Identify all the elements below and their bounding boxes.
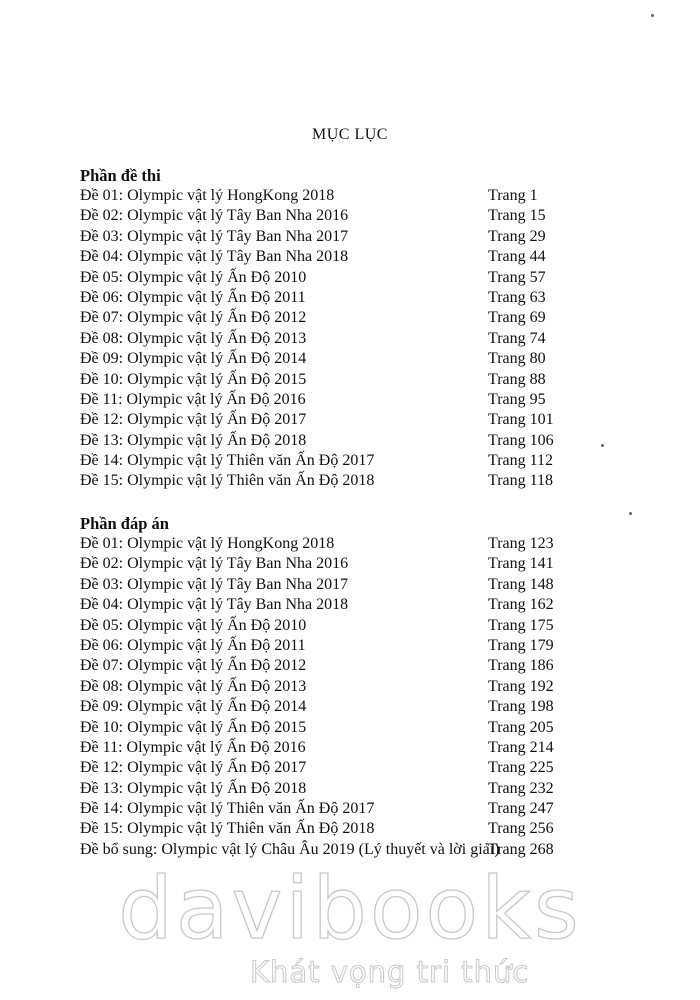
toc-entry-page: Trang 232 bbox=[488, 779, 554, 797]
toc-entry-page: Trang 63 bbox=[488, 288, 546, 306]
toc-entry-title: Đề 04: Olympic vật lý Tây Ban Nha 2018 bbox=[80, 596, 349, 614]
toc-entry-title: Đề 02: Olympic vật lý Tây Ban Nha 2016 bbox=[80, 207, 349, 225]
watermark-tagline: Khát vọng tri thức bbox=[250, 955, 530, 989]
toc-entry-page: Trang 179 bbox=[488, 636, 554, 654]
toc-entry bbox=[80, 349, 600, 369]
toc-entry-page: Trang 205 bbox=[488, 718, 554, 736]
toc-entry bbox=[80, 471, 600, 491]
toc-entry-title: Đề 05: Olympic vật lý Ấn Độ 2010 bbox=[80, 268, 307, 286]
toc-entry-page: Trang 123 bbox=[488, 535, 554, 552]
toc-entry bbox=[80, 534, 600, 554]
toc-entry bbox=[80, 595, 600, 615]
toc-entry-page: Trang 162 bbox=[488, 596, 554, 614]
toc-entry bbox=[80, 575, 600, 595]
toc-entry bbox=[80, 410, 600, 430]
toc-entry-page: Trang 101 bbox=[488, 411, 554, 429]
toc-entry bbox=[80, 186, 600, 206]
toc-entry bbox=[80, 616, 600, 636]
toc-entry bbox=[80, 390, 600, 410]
section-questions bbox=[80, 166, 600, 492]
toc-entry bbox=[80, 329, 600, 349]
toc-entry-page: Trang 175 bbox=[488, 616, 554, 634]
toc-entry-page: Trang 57 bbox=[488, 268, 546, 286]
toc-entry-page: Trang 118 bbox=[488, 472, 554, 490]
toc-entry-page: Trang 186 bbox=[488, 657, 554, 675]
toc-entry bbox=[80, 227, 600, 247]
toc-entry-page: Trang 192 bbox=[488, 677, 554, 695]
toc-entry-title: Đề 06: Olympic vật lý Ấn Độ 2011 bbox=[80, 288, 306, 306]
toc-entry bbox=[80, 370, 600, 390]
toc-entry-title: Đề 11: Olympic vật lý Ấn Độ 2016 bbox=[80, 390, 306, 408]
toc-entry-title: Đề 07: Olympic vật lý Ấn Độ 2012 bbox=[80, 657, 307, 675]
toc-entry-title: Đề 15: Olympic vật lý Thiên văn Ấn Độ 2018 bbox=[80, 472, 375, 490]
toc-entry-page: Trang 80 bbox=[488, 350, 546, 368]
toc-entry-page: Trang 44 bbox=[488, 248, 546, 266]
toc-entry-page: Trang 214 bbox=[488, 738, 554, 756]
toc-entry-title: Đề 01: Olympic vật lý HongKong 2018 bbox=[80, 535, 335, 552]
section-answers bbox=[80, 514, 600, 860]
toc-entry bbox=[80, 268, 600, 288]
toc-entry-title: Đề 03: Olympic vật lý Tây Ban Nha 2017 bbox=[80, 575, 349, 593]
toc-entry-page: Trang 256 bbox=[488, 820, 554, 838]
toc-entry-title: Đề 03: Olympic vật lý Tây Ban Nha 2017 bbox=[80, 227, 349, 245]
toc-entry bbox=[80, 718, 600, 738]
toc-entry-title: Đề 06: Olympic vật lý Ấn Độ 2011 bbox=[80, 636, 306, 654]
scan-speck bbox=[601, 444, 604, 447]
toc-entry-page: Trang 69 bbox=[488, 309, 546, 327]
toc-entry-page: Trang 15 bbox=[488, 207, 546, 225]
entry-list bbox=[80, 534, 600, 860]
toc-entry bbox=[80, 779, 600, 799]
toc-entry bbox=[80, 819, 600, 839]
toc-entry-title: Đề 14: Olympic vật lý Thiên văn Ấn Độ 2017 bbox=[80, 800, 375, 818]
section-heading: Phần đáp án bbox=[80, 514, 169, 533]
page-title: MỤC LỤC bbox=[312, 126, 388, 143]
toc-entry-title: Đề 12: Olympic vật lý Ấn Độ 2017 bbox=[80, 759, 307, 777]
toc-entry-title: Đề 14: Olympic vật lý Thiên văn Ấn Độ 2017 bbox=[80, 452, 375, 470]
toc-entry-page: Trang 148 bbox=[488, 575, 554, 593]
toc-entry-title: Đề 05: Olympic vật lý Ấn Độ 2010 bbox=[80, 616, 307, 634]
toc-entry-page: Trang 95 bbox=[488, 390, 546, 408]
scan-speck bbox=[629, 512, 632, 515]
toc-entry bbox=[80, 799, 600, 819]
toc-entry bbox=[80, 308, 600, 328]
toc-entry-title: Đề 13: Olympic vật lý Ấn Độ 2018 bbox=[80, 779, 307, 797]
toc-entry-title: Đề 08: Olympic vật lý Ấn Độ 2013 bbox=[80, 329, 307, 347]
toc-entry-page: Trang 141 bbox=[488, 555, 554, 573]
toc-entry bbox=[80, 247, 600, 267]
toc-entry bbox=[80, 738, 600, 758]
toc-entry-page: Trang 1 bbox=[488, 187, 538, 204]
toc-entry-page: Trang 29 bbox=[488, 227, 546, 245]
toc-entry bbox=[80, 206, 600, 226]
toc-entry-title: Đề 01: Olympic vật lý HongKong 2018 bbox=[80, 187, 335, 204]
toc-entry-title: Đề 09: Olympic vật lý Ấn Độ 2014 bbox=[80, 698, 307, 716]
toc-entry bbox=[80, 288, 600, 308]
toc-entry-title: Đề 10: Olympic vật lý Ấn Độ 2015 bbox=[80, 370, 307, 388]
entry-list bbox=[80, 186, 600, 492]
toc-entry-page: Trang 106 bbox=[488, 431, 554, 449]
toc-entry bbox=[80, 431, 600, 451]
toc-entry bbox=[80, 697, 600, 717]
toc-entry-title: Đề 10: Olympic vật lý Ấn Độ 2015 bbox=[80, 718, 307, 736]
toc-entry-title: Đề 13: Olympic vật lý Ấn Độ 2018 bbox=[80, 431, 307, 449]
toc-entry bbox=[80, 451, 600, 471]
toc-entry bbox=[80, 554, 600, 574]
toc-entry-title: Đề 02: Olympic vật lý Tây Ban Nha 2016 bbox=[80, 555, 349, 573]
toc-entry bbox=[80, 758, 600, 778]
toc-entry-title: Đề 07: Olympic vật lý Ấn Độ 2012 bbox=[80, 309, 307, 327]
toc-entry bbox=[80, 677, 600, 697]
watermark-logo: davibooks bbox=[118, 859, 582, 959]
toc-entry-page: Trang 225 bbox=[488, 759, 554, 777]
section-heading: Phần đề thi bbox=[80, 166, 161, 185]
toc-entry-title: Đề 12: Olympic vật lý Ấn Độ 2017 bbox=[80, 411, 307, 429]
toc-entry-title: Đề bổ sung: Olympic vật lý Châu Âu 2019 (Lý thuyết và lời giải) bbox=[80, 840, 500, 858]
toc-entry bbox=[80, 656, 600, 676]
toc-entry bbox=[80, 636, 600, 656]
toc-entry-title: Đề 11: Olympic vật lý Ấn Độ 2016 bbox=[80, 738, 306, 756]
toc-entry bbox=[80, 840, 600, 860]
toc-entry-title: Đề 04: Olympic vật lý Tây Ban Nha 2018 bbox=[80, 248, 349, 266]
toc-entry-page: Trang 198 bbox=[488, 698, 554, 716]
toc-entry-page: Trang 247 bbox=[488, 800, 554, 818]
toc-entry-page: Trang 268 bbox=[488, 840, 554, 858]
toc-entry-page: Trang 88 bbox=[488, 370, 546, 388]
toc-entry-title: Đề 15: Olympic vật lý Thiên văn Ấn Độ 2018 bbox=[80, 820, 375, 838]
toc-entry-title: Đề 09: Olympic vật lý Ấn Độ 2014 bbox=[80, 350, 307, 368]
scan-speck bbox=[651, 14, 654, 17]
toc-entry-title: Đề 08: Olympic vật lý Ấn Độ 2013 bbox=[80, 677, 307, 695]
toc-entry-page: Trang 74 bbox=[488, 329, 546, 347]
toc-entry-page: Trang 112 bbox=[488, 452, 554, 470]
